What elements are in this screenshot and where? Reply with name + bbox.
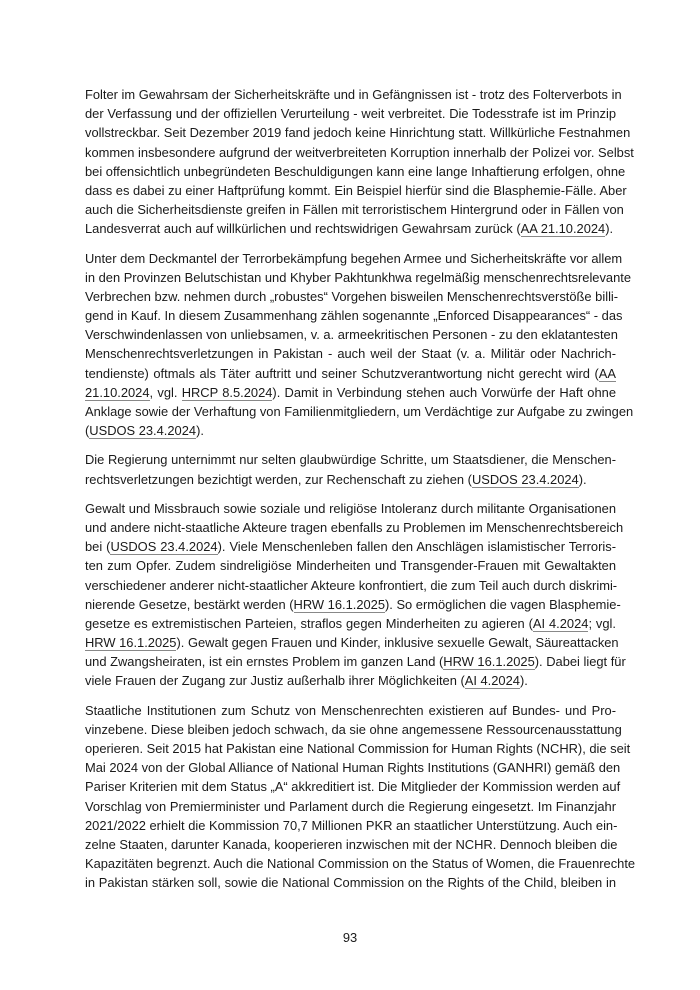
text-segment: Menschenrechtsverletzungen in Pakistan - auch weil der Staat (v. a. Militär oder Nachrich- (85, 346, 616, 362)
text-line (85, 470, 616, 489)
text-segment: ). Dabei liegt für (534, 654, 626, 670)
text-line (85, 123, 631, 142)
text-segment: verschiedener anderer nicht-staatlicher Akteure konfrontiert, die zum Teil auch durch diskrimi- (85, 577, 618, 593)
text-line (85, 633, 619, 652)
text-segment: ). Gewalt gegen Frauen und Kinder, inklusive sexuelle Gewalt, Säureattacken (176, 635, 619, 651)
text-line (85, 652, 626, 671)
text-line (85, 364, 616, 383)
text-segment: Verbrechen bzw. nehmen durch „robustes“ Vorgehen bisweilen Menschenrechtsverstöße billi- (85, 288, 619, 304)
text-line (85, 306, 623, 325)
text-line (85, 143, 634, 162)
citation-link[interactable]: AI 4.2024 (532, 615, 589, 631)
text-segment: in den Provinzen Belutschistan und Khyber Pakhtunkhwa regelmäßig menschenrechtsrelevante (85, 269, 632, 285)
text-line (85, 287, 619, 306)
text-segment: Anklage sowie der Verhaftung von Familienmitgliedern, um Verdächtige zur Aufgabe zu zwingen (85, 404, 634, 419)
text-segment: Unter dem Deckmantel der Terrorbekämpfung begehen Armee und Sicherheitskräfte vor allem (85, 250, 623, 266)
text-line (85, 325, 616, 344)
text-line (85, 162, 626, 181)
text-segment: 2021/2022 erhielt die Kommission 70,7 Millionen PKR an staatlicher Unterstützung. Auch ein- (85, 817, 618, 833)
paragraph (85, 450, 616, 488)
text-segment: Landesverrat auch auf willkürlichen und rechtswidrigen Gewahrsam zurück ( (85, 221, 521, 237)
text-segment: ; vgl. (588, 615, 616, 631)
text-line (85, 268, 632, 287)
document-body (85, 85, 636, 903)
text-line (85, 537, 616, 556)
text-line (85, 777, 621, 796)
text-line (85, 720, 622, 739)
text-line (85, 739, 631, 758)
citation-link[interactable]: AA 21.10.2024 (520, 221, 606, 237)
text-segment: ). (605, 221, 614, 237)
text-line (85, 854, 636, 873)
citation-link[interactable]: USDOS 23.4.2024 (89, 423, 197, 439)
text-line (85, 518, 624, 537)
text-line (85, 797, 616, 816)
text-line (85, 344, 616, 363)
text-segment: bei ( (85, 539, 111, 555)
text-segment: ). Damit in Verbindung stehen auch Vorwürfe der Haft ohne (272, 384, 616, 400)
text-line (85, 85, 622, 104)
text-segment: Mai 2024 von der Global Alliance of National Human Rights Institutions (GANHRI) gemäß den (85, 760, 621, 776)
text-segment: zelne Staaten, darunter Kanada, kooperieren inzwischen mit der NCHR. Dennoch bleiben die (85, 836, 618, 852)
text-segment: ). Viele Menschenleben fallen den Anschlägen islamistischer Terroris- (217, 539, 616, 555)
paragraph (85, 499, 626, 691)
text-segment: vollstreckbar. Seit Dezember 2019 fand jedoch keine Hinrichtung statt. Willkürliche Festnahmen (85, 125, 631, 141)
text-line (85, 499, 616, 518)
text-segment: auch die Sicherheitsdienste greifen in Fällen mit terroristischem Hintergrund oder in Fällen von (85, 202, 624, 218)
citation-link[interactable]: HRW 16.1.2025 (293, 596, 385, 612)
text-line (85, 383, 616, 402)
text-line (85, 701, 616, 720)
text-line (85, 421, 616, 440)
citation-link[interactable]: HRW 16.1.2025 (85, 635, 177, 651)
citation-link[interactable]: USDOS 23.4.2024 (471, 471, 579, 487)
text-segment: und andere nicht-staatliche Akteure tragen ebenfalls zu Problemen im Menschenrechtsbereich (85, 519, 624, 535)
text-line (85, 873, 616, 892)
text-line (85, 200, 624, 219)
text-segment: Pariser Kriterien mit dem Status „A“ akkreditiert ist. Die Mitglieder der Kommission werden auf (85, 779, 621, 795)
text-segment: Staatliche Institutionen zum Schutz von Menschenrechten existieren auf Bundes- und Pro- (85, 702, 616, 718)
text-line (85, 249, 623, 268)
text-line (85, 671, 616, 690)
text-segment: in Pakistan stärken soll, sowie die National Commission on the Rights of the Child, bleiben in (85, 875, 616, 891)
text-segment: kommen insbesondere aufgrund der weitverbreiteten Korruption innerhalb der Polizei vor. Selbst (85, 144, 634, 160)
text-segment: und Zwangsheiraten, ist ein ernstes Problem im ganzen Land ( (85, 654, 444, 670)
paragraph (85, 701, 636, 893)
text-segment: ). (578, 471, 587, 487)
text-line (85, 219, 616, 238)
text-line (85, 595, 621, 614)
citation-link[interactable]: AA (598, 365, 616, 381)
text-line (85, 556, 616, 575)
text-segment: Gewalt und Missbrauch sowie soziale und religiöse Intoleranz durch militante Organisationen (85, 500, 616, 516)
text-segment: vinzebene. Diese bleiben jedoch schwach, da sie ohne angemessene Ressourcenausstattung (85, 721, 622, 737)
text-line (85, 614, 616, 633)
text-segment: bei offensichtlich unbegründeten Beschuldigungen kann eine lange Inhaftierung erfolgen, ohne (85, 163, 626, 179)
text-segment: nierende Gesetze, bestärkt werden ( (85, 596, 294, 612)
citation-link[interactable]: AI 4.2024 (464, 673, 520, 689)
text-segment: Die Regierung unternimmt nur selten glaubwürdige Schritte, um Staatsdiener, die Menschen- (85, 452, 616, 468)
text-line (85, 181, 627, 200)
citation-link[interactable]: 21.10.2024 (85, 384, 150, 400)
text-segment: Vorschlag von Premierminister und Parlament durch die Regierung eingesetzt. Im Finanzjahr (85, 798, 616, 814)
text-line (85, 835, 616, 854)
citation-link[interactable]: USDOS 23.4.2024 (110, 539, 218, 555)
text-segment: Kapazitäten begrenzt. Auch die National Commission on the Status of Women, die Frauenrechte (85, 856, 636, 872)
paragraph (85, 85, 634, 239)
text-segment: ( (85, 423, 90, 439)
text-segment: Folter im Gewahrsam der Sicherheitskräfte und in Gefängnissen ist - trotz des Folterverbots in (85, 87, 622, 102)
text-segment: ). So ermöglichen die vagen Blasphemie- (385, 596, 621, 612)
text-segment: operieren. Seit 2015 hat Pakistan eine National Commission for Human Rights (NCHR), die seit (85, 741, 631, 756)
text-segment: viele Frauen der Zugang zur Justiz außerhalb ihrer Möglichkeiten ( (85, 673, 465, 689)
text-segment: ten zum Opfer. Zudem sindreligiöse Minderheiten und Transgender-Frauen mit Gewaltakten (85, 558, 616, 574)
text-line (85, 576, 616, 595)
text-segment: gend in Kauf. In diesem Zusammenhang zählen sogenannte „Enforced Disappearances“ - das (85, 308, 623, 324)
citation-link[interactable]: HRW 16.1.2025 (443, 654, 535, 670)
text-line (85, 450, 616, 469)
text-segment: tendienste) oftmals als Täter auftritt und seiner Schutzverantwortung nicht gerecht wird ( (85, 365, 599, 381)
text-segment: dass es dabei zu einer Haftprüfung kommt. Ein Beispiel hierfür sind die Blasphemie-Fälle. Aber (85, 182, 627, 198)
text-segment: rechtsverletzungen bezichtigt werden, zur Rechenschaft zu ziehen ( (85, 471, 472, 487)
text-segment: Verschwindenlassen von unliebsamen, v. a. armeekritischen Personen - zu den eklatantesten (85, 327, 618, 343)
text-line (85, 402, 634, 421)
text-line (85, 758, 621, 777)
paragraph (85, 249, 634, 441)
text-line (85, 816, 616, 835)
text-segment: ). (519, 673, 528, 689)
text-line (85, 104, 616, 123)
text-segment: ). (196, 423, 204, 439)
citation-link[interactable]: HRCP 8.5.2024 (181, 384, 273, 400)
text-segment: gesetze es extremistischen Parteien, straflos gegen Minderheiten zu agieren ( (85, 615, 533, 631)
text-segment: der Verfassung und der offiziellen Verurteilung - weit verbreitet. Die Todesstrafe ist im Prinzip (85, 106, 616, 122)
text-segment: , vgl. (149, 384, 182, 400)
page-number: 93 (342, 930, 358, 945)
